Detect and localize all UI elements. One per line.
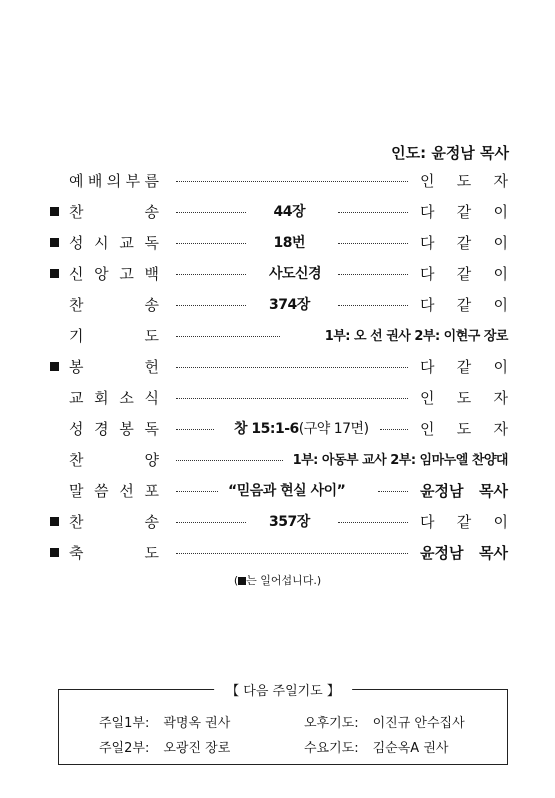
dotted-leader: [176, 398, 408, 399]
order-row: [0, 166, 555, 197]
responsible-part: 같: [456, 513, 472, 531]
label-char: 송: [144, 296, 159, 314]
stand-square-icon: [50, 362, 59, 371]
prayer-item: 주일2부: 오광진 장로: [99, 741, 231, 756]
standing-square-icon: [238, 577, 246, 585]
dotted-leader: [176, 305, 246, 306]
responsible-part: 이: [493, 513, 508, 531]
order-label: [69, 480, 159, 501]
responsible-part: 도: [456, 389, 472, 407]
order-row: [0, 197, 555, 228]
responsible-part: 다: [420, 513, 435, 531]
order-responsible: [420, 294, 508, 315]
order-label: [69, 170, 159, 191]
label-char: 교: [69, 389, 84, 407]
dotted-leader: [176, 522, 246, 523]
order-label: [69, 201, 159, 222]
label-char: 양: [144, 451, 159, 469]
order-responsible: [420, 263, 508, 284]
label-char: 고: [119, 265, 134, 283]
order-detail: 44장: [273, 204, 306, 220]
dotted-leader: [338, 305, 408, 306]
stand-square-icon: [50, 517, 59, 526]
responsible-part: 자: [493, 389, 508, 407]
order-responsible: [420, 418, 508, 439]
label-char: 헌: [144, 358, 159, 376]
order-responsible: [420, 511, 508, 532]
stand-square-icon: [50, 548, 59, 557]
order-responsible: [420, 170, 508, 191]
note-prefix: (: [233, 574, 239, 587]
responsible-part: 같: [456, 296, 472, 314]
responsible-part: 목사: [479, 482, 508, 500]
order-label: [69, 449, 159, 470]
order-responsible: [420, 232, 508, 253]
label-char: 도: [144, 327, 159, 345]
label-char: 씀: [94, 482, 109, 500]
responsible-part: 다: [420, 203, 435, 221]
dotted-leader: [380, 429, 408, 430]
passage: 창 15:1-6: [234, 421, 299, 437]
responsible-part: 다: [420, 265, 435, 283]
label-char: 송: [144, 513, 159, 531]
responsible-part: 이: [493, 203, 508, 221]
label-char: 백: [144, 265, 159, 283]
responsible-part: 윤정남: [420, 544, 464, 562]
order-responsible: [420, 387, 508, 408]
order-row: [0, 414, 555, 445]
label-char: 성: [69, 234, 84, 252]
order-row: [0, 228, 555, 259]
order-row: [0, 507, 555, 538]
order-detail: “믿음과 현실 사이”: [228, 483, 346, 499]
order-detail: 374장: [269, 297, 310, 313]
label-char: 말: [69, 482, 84, 500]
responsible-part: 같: [456, 203, 472, 221]
order-label: [69, 263, 159, 284]
dotted-leader: [176, 181, 408, 182]
order-row: [0, 476, 555, 507]
order-label: [69, 418, 159, 439]
order-label: [69, 325, 159, 346]
responsible-part: 다: [420, 234, 435, 252]
standing-note: [0, 572, 555, 588]
responsible-part: 목사: [479, 544, 508, 562]
responsible-part: 인: [420, 420, 435, 438]
label-char: 름: [144, 172, 159, 190]
prayer-item: 주일1부: 곽명옥 권사: [99, 716, 231, 731]
label-char: 도: [144, 544, 159, 562]
label-char: 선: [119, 482, 134, 500]
responsible-part: 인: [420, 389, 435, 407]
dotted-leader: [176, 243, 246, 244]
label-char: 독: [144, 234, 159, 252]
prayer-box-title: 【 다음 주일기도 】: [214, 680, 352, 699]
label-char: 교: [119, 234, 134, 252]
label-char: 송: [144, 203, 159, 221]
label-char: 찬: [69, 296, 84, 314]
passage-page: (구약 17면): [298, 421, 369, 437]
order-row: [0, 352, 555, 383]
label-char: 축: [69, 544, 84, 562]
responsible-part: 이: [493, 234, 508, 252]
label-char: 회: [94, 389, 109, 407]
responsible-part: 이: [493, 265, 508, 283]
label-char: 의: [106, 172, 122, 190]
label-char: 봉: [119, 420, 134, 438]
dotted-leader: [338, 243, 408, 244]
responsible-part: 같: [456, 234, 472, 252]
label-char: 찬: [69, 451, 84, 469]
order-row: [0, 321, 555, 352]
order-responsible: [420, 480, 508, 501]
responsible-part: 다: [420, 358, 435, 376]
stand-square-icon: [50, 207, 59, 216]
order-label: [69, 232, 159, 253]
dotted-leader: [378, 491, 408, 492]
responsible-part: 같: [456, 265, 472, 283]
order-row: [0, 290, 555, 321]
note-text: 는 일어섭니다.): [246, 574, 322, 587]
order-row: [0, 259, 555, 290]
stand-square-icon: [50, 269, 59, 278]
prayer-item: 수요기도: 김순옥A 권사: [304, 741, 449, 756]
dotted-leader: [176, 336, 280, 337]
label-char: 기: [69, 327, 84, 345]
label-char: 배: [87, 172, 103, 190]
order-row: [0, 445, 555, 476]
label-char: 성: [69, 420, 84, 438]
dotted-leader: [176, 460, 283, 461]
label-char: 포: [144, 482, 159, 500]
label-char: 식: [144, 389, 159, 407]
order-label: [69, 542, 159, 563]
label-char: 부: [125, 172, 141, 190]
label-char: 신: [69, 265, 84, 283]
dotted-leader: [176, 212, 246, 213]
label-char: 봉: [69, 358, 84, 376]
order-detail: 1부: 오 선 권사 2부: 이현구 장로: [324, 329, 508, 344]
responsible-part: 이: [493, 358, 508, 376]
label-char: 예: [69, 172, 84, 190]
order-label: [69, 294, 159, 315]
dotted-leader: [176, 367, 408, 368]
order-detail: [234, 418, 369, 438]
order-detail: 사도신경: [269, 266, 322, 282]
order-row: [0, 383, 555, 414]
label-char: 시: [94, 234, 109, 252]
dotted-leader: [176, 429, 214, 430]
order-row: [0, 538, 555, 569]
order-label: [69, 356, 159, 377]
order-label: [69, 387, 159, 408]
order-detail: 18번: [273, 235, 306, 251]
responsible-part: 도: [456, 420, 472, 438]
responsible-part: 인: [420, 172, 435, 190]
dotted-leader: [176, 491, 218, 492]
responsible-part: 다: [420, 296, 435, 314]
order-detail: 1부: 아동부 교사 2부: 임마누엘 찬양대: [292, 453, 508, 468]
dotted-leader: [176, 274, 246, 275]
responsible-part: 자: [493, 420, 508, 438]
order-responsible: [420, 201, 508, 222]
label-char: 경: [94, 420, 109, 438]
dotted-leader: [338, 274, 408, 275]
responsible-part: 이: [493, 296, 508, 314]
worship-leader: 인도: 윤정남 목사: [391, 144, 509, 162]
responsible-part: 윤정남: [420, 482, 464, 500]
label-char: 찬: [69, 513, 84, 531]
dotted-leader: [338, 522, 408, 523]
label-char: 독: [144, 420, 159, 438]
responsible-part: 자: [493, 172, 508, 190]
order-responsible: [420, 542, 508, 563]
next-week-prayer-box: [58, 684, 508, 765]
responsible-part: 도: [456, 172, 472, 190]
label-char: 소: [119, 389, 134, 407]
order-detail: 357장: [269, 514, 310, 530]
dotted-leader: [338, 212, 408, 213]
dotted-leader: [176, 553, 408, 554]
label-char: 찬: [69, 203, 84, 221]
stand-square-icon: [50, 238, 59, 247]
order-responsible: [420, 356, 508, 377]
prayer-item: 오후기도: 이진규 안수집사: [304, 716, 465, 731]
responsible-part: 같: [456, 358, 472, 376]
order-label: [69, 511, 159, 532]
order-of-worship: [0, 166, 555, 569]
label-char: 앙: [94, 265, 109, 283]
